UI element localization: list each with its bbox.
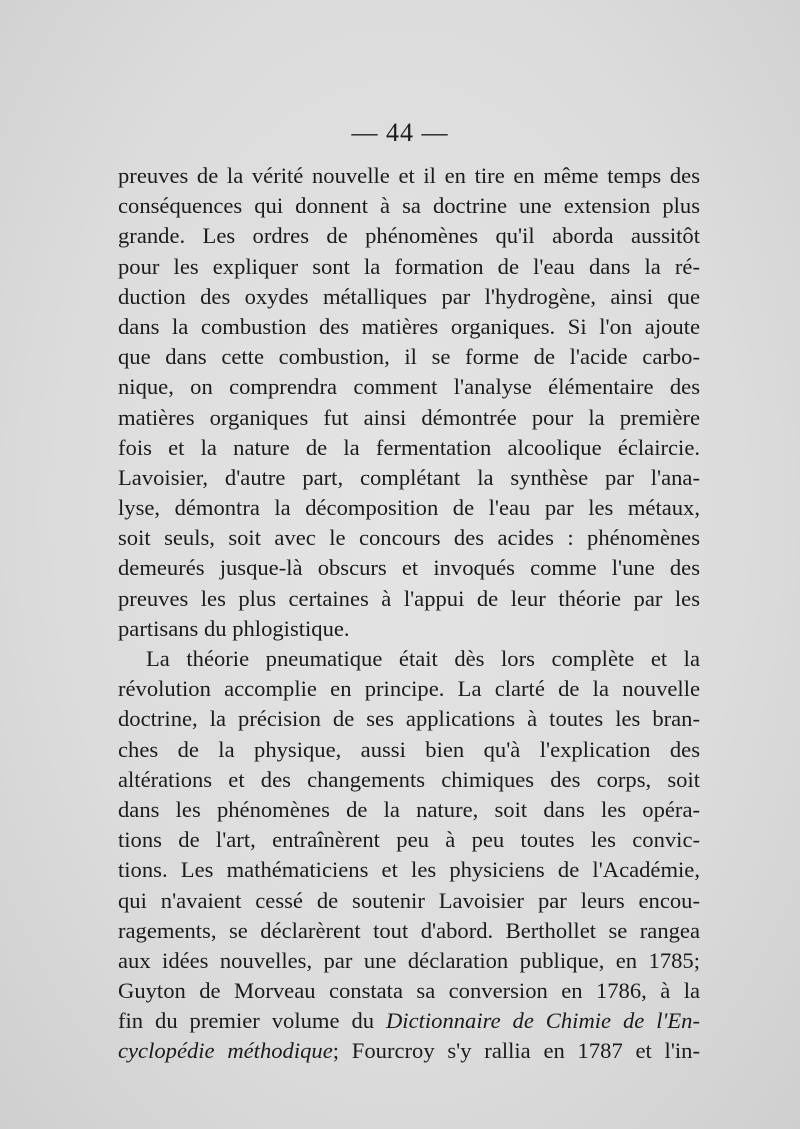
text-line: nique, on comprendra comment l'analyse élémentaire des	[118, 374, 700, 400]
text-line: preuves les plus certaines à l'appui de leur théorie par les	[118, 585, 700, 611]
text-line: altérations et des changements chimiques des corps, soit	[118, 766, 700, 792]
line-text: ; Fourcroy s'y rallia en 1787 et l'in-	[332, 1038, 700, 1064]
line-text: fin du premier volume du	[118, 1008, 375, 1034]
text-line	[118, 1006, 700, 1036]
italic-title: cyclopédie méthodique	[118, 1038, 333, 1064]
text-line: demeurés jusque-là obscurs et invoqués comme l'une des	[118, 555, 700, 581]
text-line: pour les expliquer sont la formation de l'eau dans la ré-	[118, 253, 700, 279]
text-line: La théorie pneumatique était dès lors complète et la	[146, 646, 700, 671]
text-line: dans la combustion des matières organiques. Si l'on ajoute	[118, 313, 700, 339]
text-line: grande. Les ordres de phénomènes qu'il aborda aussitôt	[118, 223, 700, 249]
text-line: aux idées nouvelles, par une déclaration publique, en 1785;	[118, 947, 700, 973]
text-line: fois et la nature de la fermentation alcoolique éclaircie.	[118, 434, 700, 460]
body-text	[118, 161, 700, 1067]
text-line: qui n'avaient cessé de soutenir Lavoisier par leurs encou-	[118, 887, 700, 913]
text-line: ches de la physique, aussi bien qu'à l'explication des	[118, 736, 700, 762]
text-line: révolution accomplie en principe. La clarté de la nouvelle	[118, 676, 700, 702]
text-line: preuves de la vérité nouvelle et il en tire en même temps des	[118, 163, 700, 188]
text-line: lyse, démontra la décomposition de l'eau par les métaux,	[118, 495, 700, 521]
text-line: soit seuls, soit avec le concours des acides : phénomènes	[118, 525, 700, 551]
text-line: tions. Les mathématiciens et les physiciens de l'Académie,	[118, 857, 700, 883]
text-line: que dans cette combustion, il se forme de l'acide carbo-	[118, 344, 700, 370]
text-line: ragements, se déclarèrent tout d'abord. Berthollet se rangea	[118, 917, 700, 943]
page-number: — 44 —	[351, 118, 449, 147]
italic-title: Dictionnaire de Chimie de l'En-	[385, 1008, 700, 1034]
text-line: Guyton de Morveau constata sa conversion en 1786, à la	[118, 978, 700, 1004]
text-line: tions de l'art, entraînèrent peu à peu toutes les convic-	[118, 827, 700, 853]
text-line: partisans du phlogistique.	[118, 615, 350, 641]
text-line: duction des oxydes métalliques par l'hydrogène, ainsi que	[118, 283, 700, 309]
text-line: dans les phénomènes de la nature, soit dans les opéra-	[118, 796, 700, 822]
text-line: doctrine, la précision de ses applications à toutes les bran-	[118, 706, 700, 732]
text-line: matières organiques fut ainsi démontrée pour la première	[118, 404, 700, 430]
text-line: conséquences qui donnent à sa doctrine une extension plus	[118, 193, 700, 219]
text-line	[118, 1036, 700, 1066]
text-line: Lavoisier, d'autre part, complétant la synthèse par l'ana-	[118, 464, 700, 490]
